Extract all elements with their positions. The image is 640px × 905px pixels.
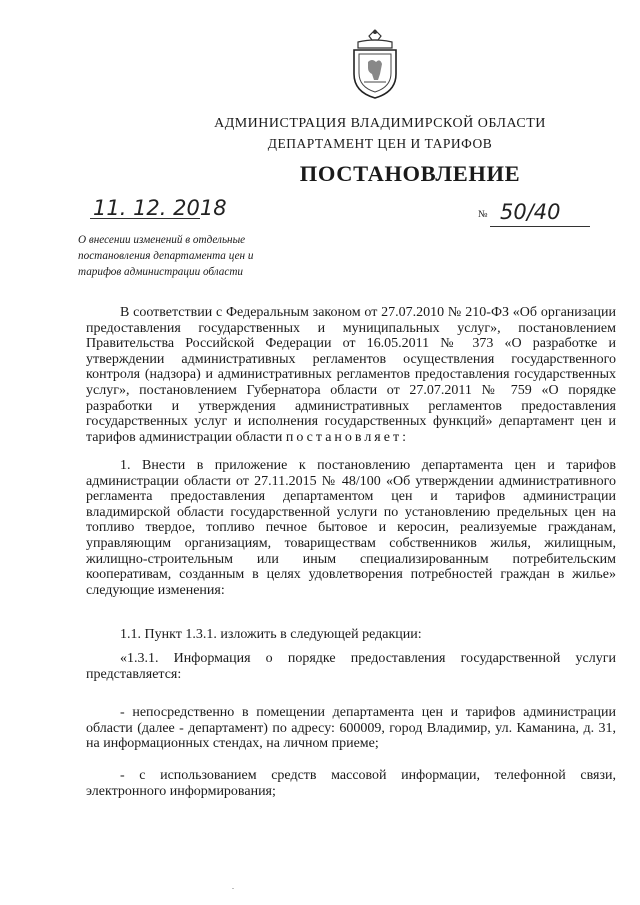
number-label: № [478,209,488,220]
clause-1-3-1-paragraph: «1.3.1. Информация о порядке предоставления государственной услуги представляется: [86,651,616,682]
number-underline [490,226,590,227]
bullet-media: - с использованием средств массовой информации, телефонной связи, электронного информирования; [86,768,616,799]
page-mark: . [232,882,234,891]
department-name: ДЕПАРТАМЕНТ ЦЕН И ТАРИФОВ [267,136,493,151]
bullet-in-person: - непосредственно в помещении департамента цен и тарифов администрации области (далее - департамент) по адресу: 600009, город Владимир, ул. Каманина, д. 31, на информационных стендах, на личном приеме; [86,705,616,752]
document-date: 11. 12. 2018 [93,196,227,220]
preamble-text: В соответствии с Федеральным законом от 27.07.2010 № 210-ФЗ «Об организации предоставления государственных и муниципальных услуг», постановлением Правительства Российской Федерации от 16.05.2011 № 373 «О разработке и утверждении административных регламентов осуществления государственного контроля (надзора) и административных регламентов предоставления государственных услуг», постановлением Губернатора области от 27.07.2011 № 759 «О порядке разработки и утверждения административных регламентов предоставления государственных услуг и исполнения государственных функций» департамент цен и тарифов администрации области [86,305,616,445]
clause-1-1-paragraph: 1.1. Пункт 1.3.1. изложить в следующей редакции: [120,627,422,642]
document-title: ПОСТАНОВЛЕНИЕ [299,161,521,186]
date-underline [90,218,200,219]
preamble-paragraph [86,305,616,445]
coat-of-arms-icon [350,28,400,100]
decree-word: постановляет: [285,429,409,445]
document-subject: О внесении изменений в отдельные постановления департамента цен и тарифов администрации области [78,234,254,278]
organization-name: АДМИНИСТРАЦИЯ ВЛАДИМИРСКОЙ ОБЛАСТИ [214,116,546,131]
clause-1-paragraph: 1. Внести в приложение к постановлению департамента цен и тарифов администрации области от 27.11.2015 № 48/100 «Об утверждении административного регламента предоставления департаментом цен и тарифов администрации владимирской области государственной услуги по установлению предельных цен на топливо твердое, топливо печное бытовое и керосин, реализуемые гражданам, управляющим организациям, товариществам собственников жилья, жилищным, жилищно-строительным или иным специализированным потребительским кооперативам, созданным в целях удовлетворения потребностей граждан в жилье» следующие изменения: [86,458,616,598]
document-number: 50/40 [500,200,561,224]
